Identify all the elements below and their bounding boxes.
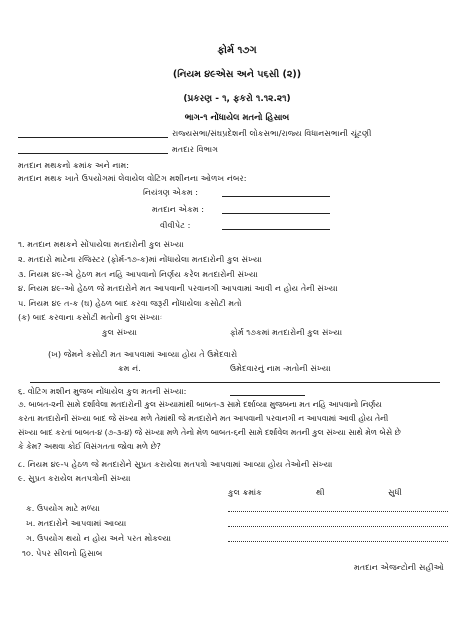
control-unit-label: નિયંત્રણ એકમ : [143,187,198,197]
row-issued-dots [228,526,448,527]
form-subtitle: (નિયમ ૪૯એસ અને ૫૬સી (૨)) [172,69,302,80]
serial-no-label: ક્રમ નં. [118,363,141,373]
vvpat-blank [222,229,330,230]
candidate-rule [30,382,440,383]
item-7-line4: કે કેમ? અથવા કોઈ વિસંગતતા જોવા મળે છે? [18,442,161,451]
item-5b: (ખ) જેમને કસોટી મત આપવામાં આવ્યા હોય તે ઉમેદવારો [48,349,238,359]
item-2: ૨. મતદારો માટેના રજિસ્ટર (ફોર્મ-૧૭-ક)માં નોંધાયેલા મતદારોની કુલ સંખ્યા [18,254,262,264]
item-6: ૬. વોટિંગ મશીન મુજબ નોંધાયેલ કુલ મતની સંખ્યા: [18,386,187,396]
row-returned: ગ. ઉપયોગ થયો ન હોય અને પરત મોકલ્યા [26,533,172,543]
item-5a: (ક) બાદ કરવાના કસોટી મતોની કુલ સંખ્યાઃ [18,312,163,322]
candidate-votes-label: ઉમેદવારનું નામ -મતોની સંખ્યા [230,363,331,373]
item-8: ૮. નિયમ ૪૯-પ હેઠળ જે મતદારોને સુપ્રત કરાયેલા મતપત્રો આપવામાં આવ્યા હોય તેઓની સંખ્યા [18,459,333,469]
item-4: ૪. નિયમ ૪૯-ઓ હેઠળ જે મતદારોને મત આપવાની પરવાનગી આપવામાં આવી ન હોય તેની સંખ્યા [18,283,338,293]
constituency-blank [18,153,168,154]
form-total-label: ફોર્મ ૧૭કમાં મતદારોની કુલ સંખ્યા [230,327,343,337]
item-1: ૧. મતદાન મથકને સોંપાયેલા મતદારોની કુલ સંખ્યા [18,239,184,249]
row-paper-seal: ૧૦. પેપર સીલનો હિસાબ [22,548,103,558]
part-heading: ભાગ-૧ નોંધાયેલ મતનો હિસાબ [184,113,290,123]
vvpat-label: વીવીપેટ : [160,220,191,230]
col-from: થી [316,487,325,497]
form-reference: (પ્રકરણ - ૧, ફકરો ૧.૧૨.૨૧) [183,94,291,104]
row-received: ક. ઉપયોગ માટે મળ્યા [26,503,100,513]
station-name-label: મતદાન મથકનો ક્રમાંક અને નામ: [18,160,130,170]
election-blank [18,137,168,138]
constituency-label: મતદાર વિભાગ [172,144,219,154]
item-7-line3: સંખ્યા બાદ કરતાં બાબત-૪ (૭-૩-૪) જે સંખ્યા મળે તેનો મેળ બાબત-૬ની સામે દર્શાવેલ મતની કુલ સંખ્યા સાથે મેળ બેસે છે [18,428,401,437]
item-9: ૯. સુપ્રત કરાયેલ મતપત્રોની સંખ્યા [18,473,131,483]
form-title: ફોર્મ ૧૭ગ [217,45,257,56]
item-3: ૩. નિયમ ૪૯-એ હેઠળ મત નહિ આપવાનો નિર્ણય કરેલ મતદારોની સંખ્યા [18,269,258,279]
control-unit-blank [222,196,330,197]
row-issued: ખ. મતદારોને આપવામાં આવ્યા [26,518,127,528]
ballot-unit-label: મતદાન એકમ : [152,204,205,214]
total-count-label: કુલ સંખ્યા [102,327,137,337]
col-to: સુધી [388,487,402,497]
machine-id-label: મતદાન મથક ખાતે ઉપયોગમાં લેવાયેલ વોટિંગ મશીનના ઓળખ નંબર: [18,173,247,183]
row-received-dots [228,511,448,512]
item-7-line1: ૭. બાબત-૨ની સામે દર્શાવેલા મતદારોની કુલ સંખ્યામાંથી બાબત-૩ સામે દર્શાવ્યા મુજબના મત નહિ આપવાનો નિર્ણય [18,400,382,409]
item-5: ૫. નિયમ ૪૯ ત-ક (ઘ) હેઠળ બાદ કરવા જરૂરી નોંધાયેલા કસોટી મતો [18,298,242,308]
col-total-number: કુલ ક્રમાંક [228,487,262,497]
ballot-unit-blank [222,213,330,214]
row-returned-dots [228,541,448,542]
item-6-blank [230,395,305,396]
election-label: રાજ્યસભા/સંઘપ્રદેશની લોકસભા/રાજ્ય વિધાનસભાની ચૂંટણી [172,128,372,138]
agent-signatures: મતદાન એજન્ટોની સહીઓ [354,562,445,572]
item-7-line2: કરતા મતદારોની સંખ્યા બાદ જે સંખ્યા મળે તેમાંથી જે મતદારોને મત આપવાની પરવાનગી ન આપવામાં આવી હોય તેની [18,414,389,423]
